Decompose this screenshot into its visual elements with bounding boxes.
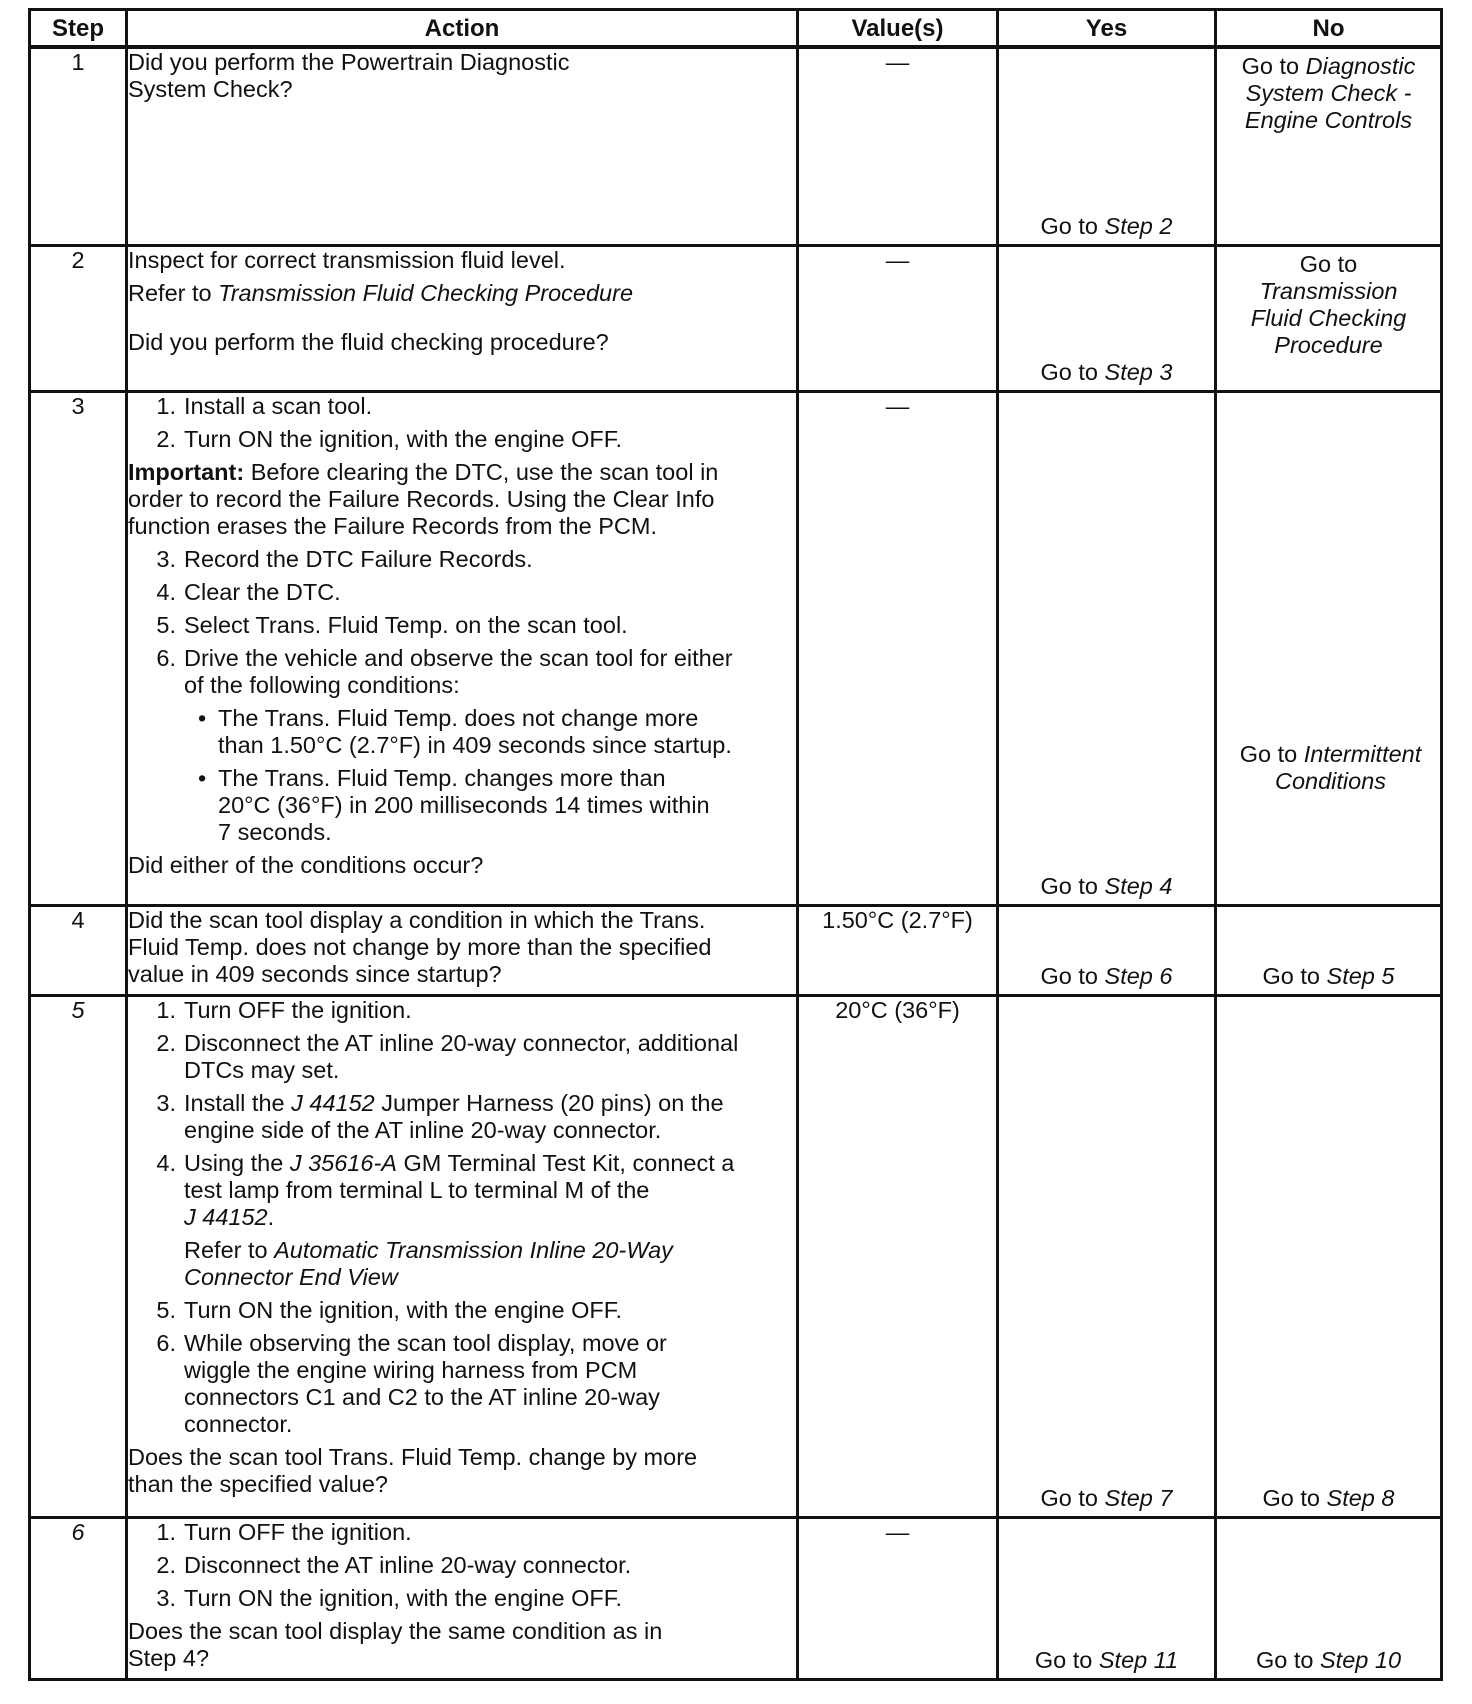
yes-goto-link[interactable]: Go to Step 7: [1040, 1484, 1173, 1511]
header-action: Action: [127, 10, 798, 48]
procedure-steps: [128, 1297, 796, 1438]
no-cell: [1216, 1517, 1442, 1679]
yes-goto-link[interactable]: Go to Step 11: [1034, 1646, 1179, 1673]
header-step: Step: [30, 10, 127, 48]
value-cell: —: [798, 1517, 998, 1679]
step-number: 3: [30, 391, 127, 905]
step-number: 4: [30, 905, 127, 995]
action-cell: Did the scan tool display a condition in which the Trans. Fluid Temp. does not change by more than the specified value in 409 seconds since startup?: [127, 905, 798, 995]
no-cell: [1216, 995, 1442, 1517]
header-yes: Yes: [998, 10, 1216, 48]
list-item: 5. Select Trans. Fluid Temp. on the scan tool.: [156, 611, 628, 638]
list-item: 1. Turn OFF the ignition.: [156, 996, 412, 1023]
yes-goto-link[interactable]: Go to Step 3: [1040, 358, 1173, 385]
question-text: Did either of the conditions occur?: [128, 851, 484, 878]
value-cell: 20°C (36°F): [798, 995, 998, 1517]
yes-cell: [998, 391, 1216, 905]
table-header-row: [30, 10, 1442, 48]
list-item: 1. Install a scan tool.: [156, 392, 373, 419]
value-cell: —: [798, 245, 998, 391]
procedure-link[interactable]: Transmission Fluid Checking Procedure: [218, 279, 634, 306]
list-item: 3. Turn ON the ignition, with the engine OFF.: [156, 1584, 623, 1611]
procedure-steps: [128, 546, 796, 846]
list-item: 2. Turn ON the ignition, with the engine OFF.: [156, 425, 623, 452]
header-no: No: [1216, 10, 1442, 48]
yes-goto-link[interactable]: Go to Step 4: [1040, 872, 1173, 899]
question-text: Did you perform the Powertrain Diagnostic: [128, 49, 570, 75]
no-goto-link[interactable]: Go to Step 5: [1262, 962, 1395, 989]
list-item: 1. Turn OFF the ignition.: [156, 1518, 412, 1545]
list-item: 3. Record the DTC Failure Records.: [156, 545, 533, 572]
no-goto-link[interactable]: Go to Step 8: [1262, 1484, 1395, 1511]
table-row: [30, 391, 1442, 905]
list-item: • The Trans. Fluid Temp. changes more than 20°C (36°F) in 200 milliseconds 14 times within 7 seconds.: [198, 764, 710, 845]
question-text: Did you perform the fluid checking procedure?: [128, 328, 609, 355]
connector-view-link[interactable]: Automatic Transmission Inline 20-Way: [274, 1236, 673, 1263]
value-cell: 1.50°C (2.7°F): [798, 905, 998, 995]
step-number: 6: [30, 1517, 127, 1679]
yes-cell: [998, 995, 1216, 1517]
step-number: 2: [30, 245, 127, 391]
no-goto-link[interactable]: Go to Intermittent Conditions: [1239, 740, 1422, 794]
list-item: 4. Clear the DTC.: [156, 578, 341, 605]
list-item: 5. Turn ON the ignition, with the engine OFF.: [156, 1296, 623, 1323]
yes-goto-link[interactable]: Go to Step 6: [1040, 962, 1173, 989]
table-row: [30, 245, 1442, 391]
list-item: • The Trans. Fluid Temp. does not change more than 1.50°C (2.7°F) in 409 seconds since startup.: [198, 704, 732, 758]
reference-note: Refer to Automatic Transmission Inline 20-Way Connector End View: [184, 1236, 673, 1290]
value-cell: —: [798, 391, 998, 905]
step-number: 5: [30, 995, 127, 1517]
no-goto-link[interactable]: Go to Step 10: [1255, 1646, 1402, 1673]
question-text: System Check?: [128, 76, 293, 102]
condition-list: [184, 705, 796, 846]
yes-cell: [998, 905, 1216, 995]
list-item: 3. Install the J 44152 Jumper Harness (20 pins) on the engine side of the AT inline 20-way connector.: [156, 1089, 724, 1143]
list-item: 6. Drive the vehicle and observe the scan tool for either of the following conditions: • The Trans. Fluid Temp. does not change more than 1.50°C (2.7°F) in 409 seconds since startup. • The Trans. Fluid Temp. changes more than 20°C (36°F) in 200 milliseconds 14 times within 7 seconds.: [128, 645, 796, 846]
list-item: 4. Using the J 35616-A GM Terminal Test Kit, connect a test lamp from terminal L to terminal M of the J 44152.: [156, 1149, 735, 1230]
table-row: [30, 905, 1442, 995]
procedure-steps: [128, 1519, 796, 1612]
no-goto-link[interactable]: Go to Transmission Fluid Checking Procedure: [1250, 250, 1407, 358]
yes-cell: [998, 1517, 1216, 1679]
action-cell: [127, 47, 798, 245]
action-cell: [127, 995, 798, 1517]
list-item: 6. While observing the scan tool display, move or wiggle the engine wiring harness from PCM connectors C1 and C2 to the AT inline 20-way connector.: [156, 1329, 667, 1437]
tool-link[interactable]: J 44152: [291, 1089, 375, 1116]
action-cell: [127, 1517, 798, 1679]
no-cell: [1216, 905, 1442, 995]
list-item: 2. Disconnect the AT inline 20-way connector.: [156, 1551, 632, 1578]
question-text: Does the scan tool Trans. Fluid Temp. change by more than the specified value?: [128, 1443, 698, 1497]
header-values: Value(s): [798, 10, 998, 48]
no-cell: [1216, 391, 1442, 905]
value-cell: —: [798, 47, 998, 245]
step-number: 1: [30, 47, 127, 245]
no-cell: [1216, 47, 1442, 245]
procedure-steps: [128, 393, 796, 453]
no-cell: [1216, 245, 1442, 391]
yes-cell: [998, 245, 1216, 391]
action-cell: [127, 391, 798, 905]
procedure-steps: [128, 997, 796, 1231]
table-row: [30, 47, 1442, 245]
important-note: Important: Before clearing the DTC, use the scan tool in order to record the Failure Records. Using the Clear Info function erases the Failure Records from the PCM.: [128, 458, 719, 539]
table-row: [30, 1517, 1442, 1679]
table-row: [30, 995, 1442, 1517]
list-item: 2. Disconnect the AT inline 20-way connector, additional DTCs may set.: [156, 1029, 739, 1083]
diagnostic-table: [28, 8, 1443, 1681]
yes-goto-link[interactable]: Go to Step 2: [1040, 212, 1173, 239]
action-cell: Inspect for correct transmission fluid level. Refer to Transmission Fluid Checking Procedure Did you perform the fluid checking procedure?: [127, 245, 798, 391]
yes-cell: [998, 47, 1216, 245]
question-text: Does the scan tool display the same condition as in Step 4?: [128, 1617, 663, 1671]
tool-link[interactable]: J 35616-A: [289, 1149, 397, 1176]
no-goto-link[interactable]: Go to Diagnostic System Check - Engine Controls: [1241, 53, 1416, 133]
